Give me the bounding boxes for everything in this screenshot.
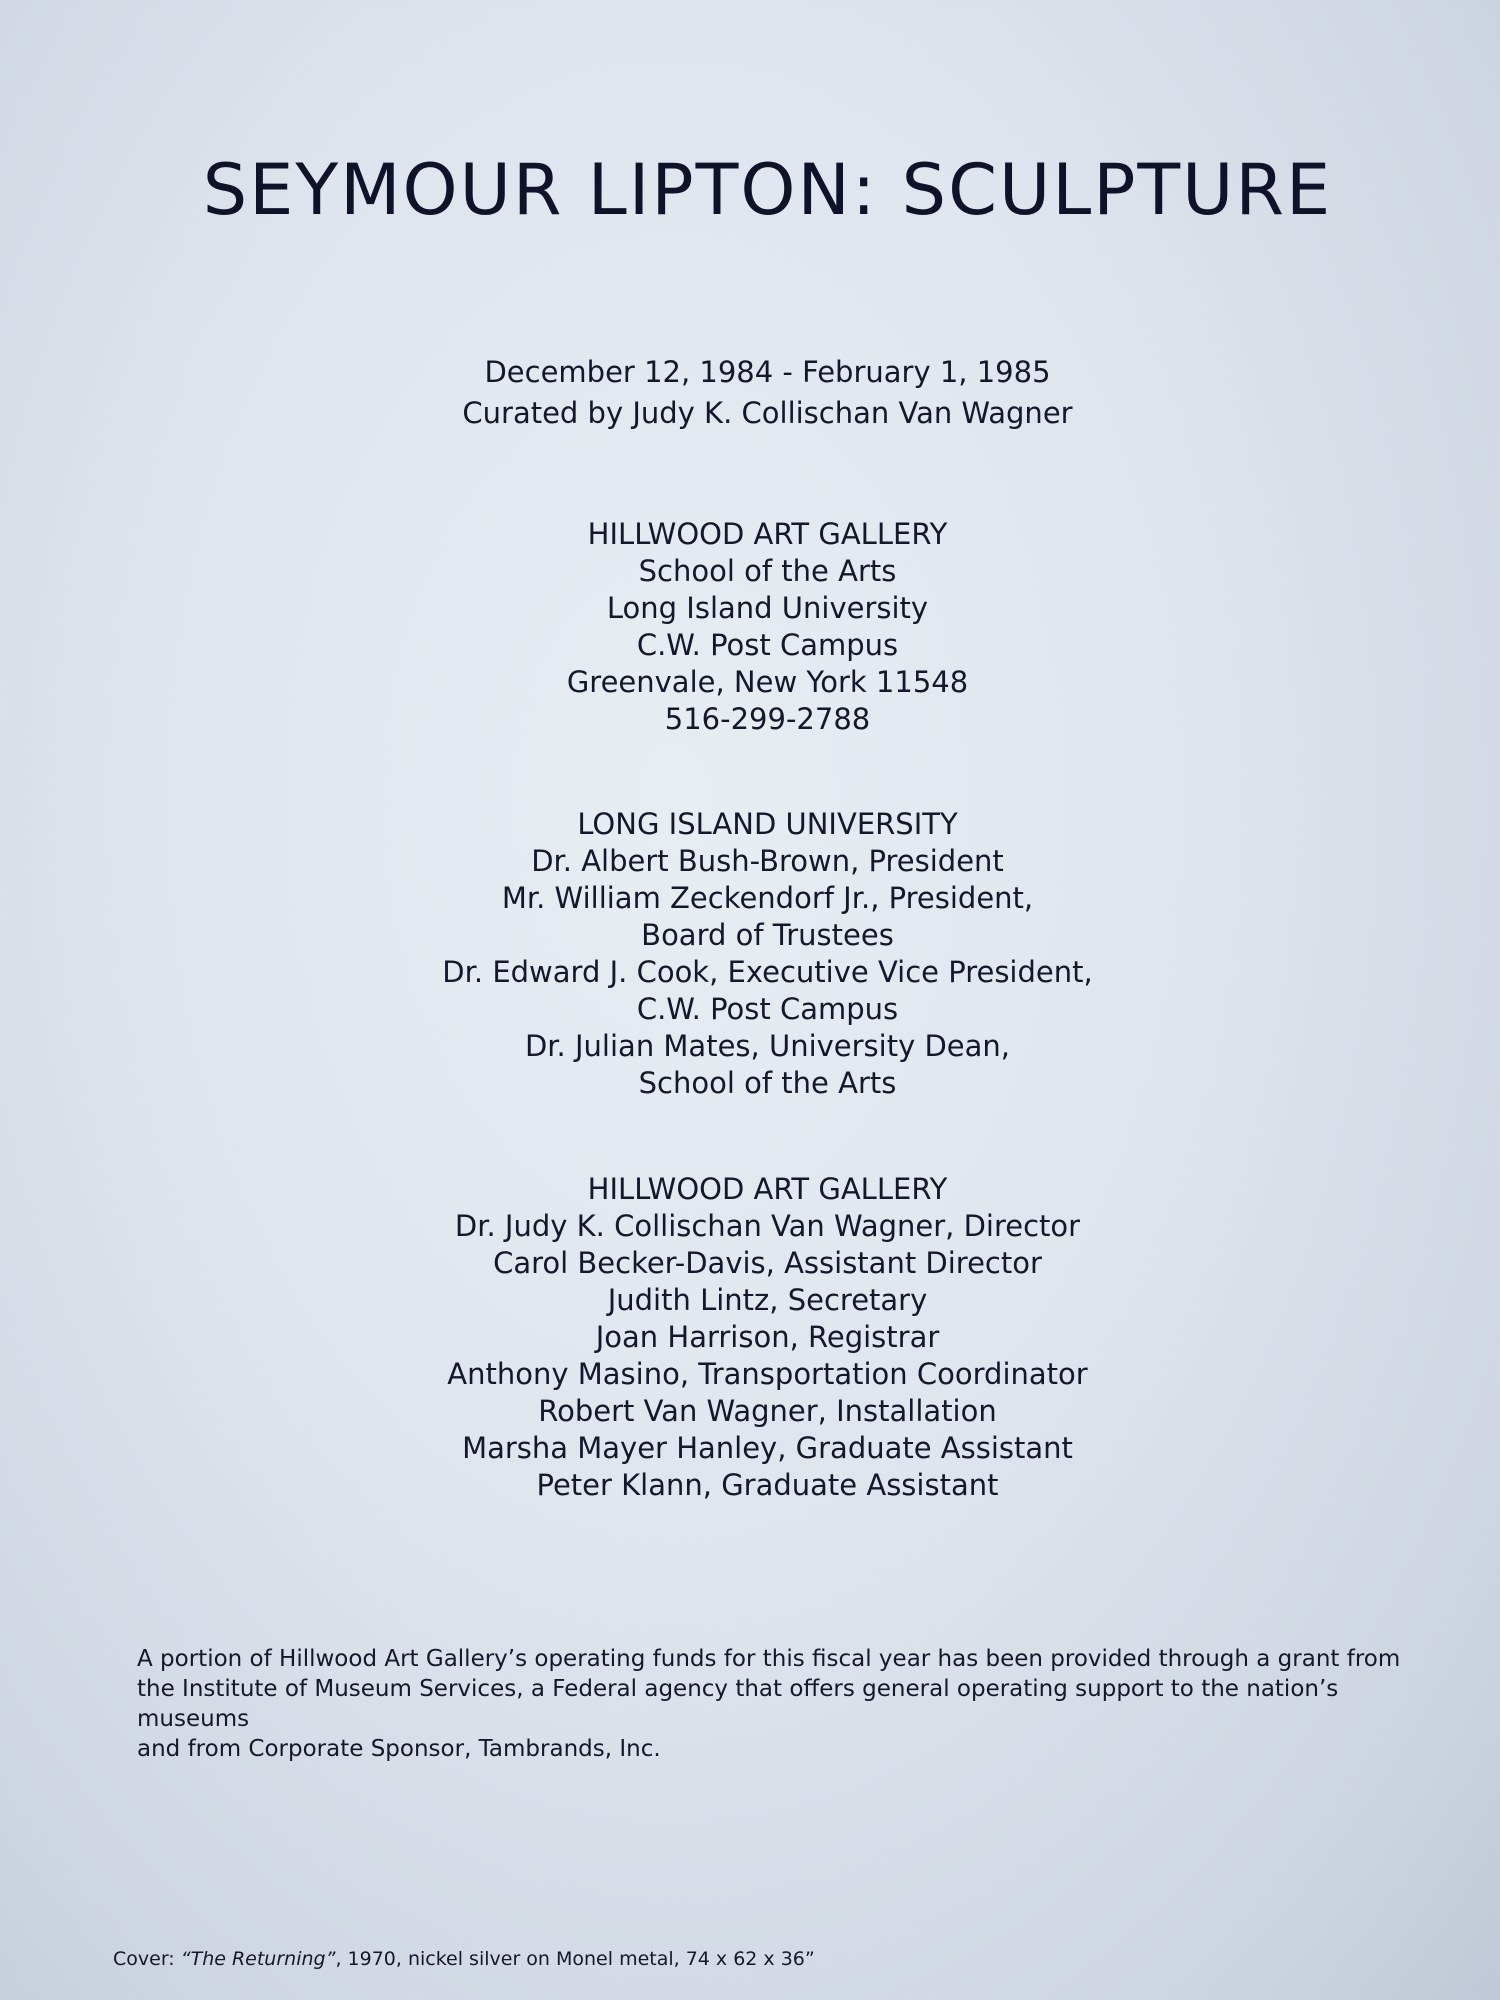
gallery-phone: 516-299-2788: [664, 702, 871, 736]
exhibition-curator: Curated by Judy K. Collischan Van Wagner: [462, 396, 1073, 430]
staff-member-line: Judith Lintz, Secretary: [607, 1283, 928, 1317]
staff-heading: HILLWOOD ART GALLERY: [587, 1172, 948, 1206]
university-officer-line: Dr. Albert Bush-Brown, President: [531, 844, 1004, 878]
gallery-address-line: Long Island University: [606, 591, 929, 625]
gallery-address-block: [0, 516, 1500, 738]
staff-member-line: Anthony Masino, Transportation Coordinator: [447, 1357, 1088, 1391]
staff-member-line: Carol Becker-Davis, Assistant Director: [493, 1246, 1042, 1280]
cover-caption: [113, 1946, 1213, 1972]
gallery-address-line: School of the Arts: [638, 554, 897, 588]
university-officer-line: Board of Trustees: [641, 918, 894, 952]
university-officers-block: [0, 806, 1500, 1102]
university-officer-line: Dr. Julian Mates, University Dean,: [524, 1029, 1011, 1063]
university-officer-line: School of the Arts: [638, 1066, 897, 1100]
page-title: SEYMOUR LIPTON: SCULPTURE: [202, 149, 1333, 231]
gallery-staff-block: [0, 1171, 1500, 1504]
university-officer-line: C.W. Post Campus: [636, 992, 899, 1026]
gallery-address-line: C.W. Post Campus: [636, 628, 899, 662]
funding-line: A portion of Hillwood Art Gallery’s operating funds for this fiscal year has been provided through a grant from: [137, 1646, 1401, 1672]
cover-work-title: “The Returning”: [180, 1948, 336, 1970]
funding-line: the Institute of Museum Services, a Federal agency that offers general operating support to the nation’s museums: [137, 1676, 1339, 1732]
staff-member-line: Peter Klann, Graduate Assistant: [536, 1468, 999, 1502]
staff-member-line: Marsha Mayer Hanley, Graduate Assistant: [462, 1431, 1073, 1465]
exhibition-info: [0, 352, 1500, 434]
staff-member-line: Robert Van Wagner, Installation: [538, 1394, 997, 1428]
cover-caption-prefix: Cover:: [113, 1948, 181, 1970]
university-officer-line: Dr. Edward J. Cook, Executive Vice President,: [442, 955, 1093, 989]
university-officer-line: Mr. William Zeckendorf Jr., President,: [501, 881, 1034, 915]
cover-work-details: , 1970, nickel silver on Monel metal, 74 x 62 x 36”: [335, 1948, 815, 1970]
exhibition-dates: December 12, 1984 - February 1, 1985: [484, 355, 1051, 389]
funding-statement: [137, 1644, 1417, 1764]
gallery-address-heading: HILLWOOD ART GALLERY: [587, 517, 948, 551]
gallery-address-line: Greenvale, New York 11548: [566, 665, 969, 699]
staff-member-line: Joan Harrison, Registrar: [595, 1320, 940, 1354]
funding-line: and from Corporate Sponsor, Tambrands, Inc.: [137, 1736, 661, 1762]
staff-member-line: Dr. Judy K. Collischan Van Wagner, Director: [454, 1209, 1081, 1243]
university-heading: LONG ISLAND UNIVERSITY: [577, 807, 958, 841]
